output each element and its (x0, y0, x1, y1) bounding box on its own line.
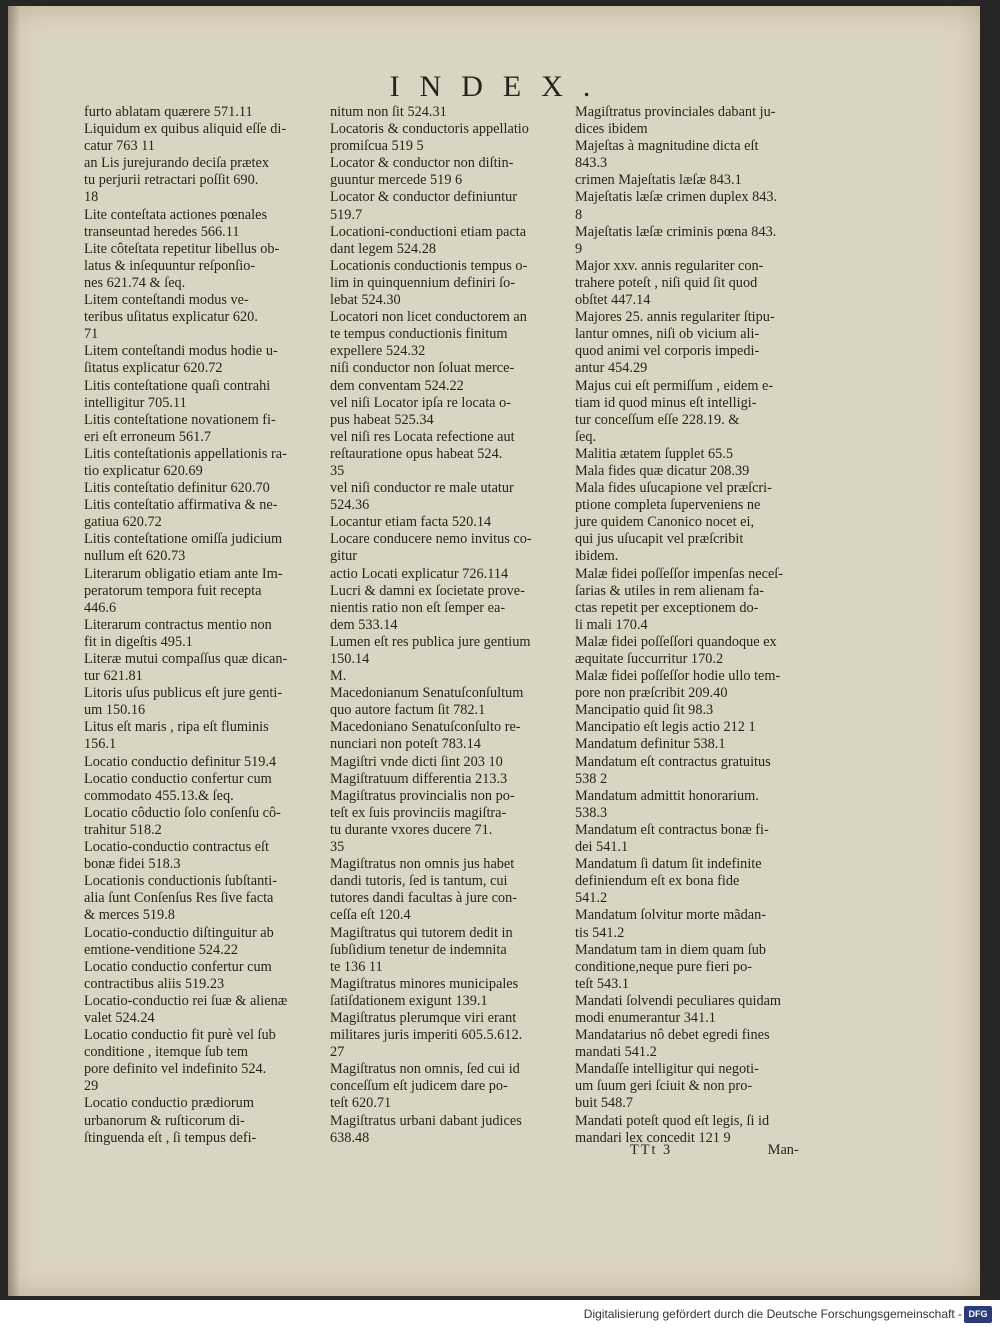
index-line: Locationis conductionis tempus o- (330, 257, 528, 274)
index-line: tur 621.81 (84, 668, 143, 685)
index-line: nitum non ſit 524.31 (330, 104, 447, 120)
index-line: Litem conteſtandi modus ve- (84, 292, 249, 309)
index-line: dem 533.14 (330, 616, 398, 633)
index-line: 524.36 (330, 497, 370, 514)
index-line: Mandatum ſolvitur morte mãdan- (575, 907, 766, 924)
index-line: Majeſtatis læſæ crimen duplex 843. (575, 189, 778, 206)
index-line: 538.3 (575, 804, 608, 821)
index-line: definiendum eſt ex bona fide (575, 873, 740, 890)
index-line: gitur (330, 548, 358, 565)
index-line: Mandatum eſt contractus gratuitus (575, 753, 771, 770)
index-line: Lucri & damni ex ſocietate prove- (330, 582, 525, 599)
index-line: Literarum obligatio etiam ante Im- (84, 565, 283, 582)
index-line: 519.7 (330, 206, 363, 223)
index-line: vel niſi conductor re male utatur (330, 480, 514, 497)
index-line: Locatoris & conductoris appellatio (330, 121, 529, 138)
index-line: catur 763 11 (84, 138, 155, 155)
index-line: 150.14 (330, 651, 370, 667)
index-line: Locatio-conductio diſtinguitur ab (84, 924, 274, 941)
index-line: Literæ mutui compaſſus quæ dican- (84, 651, 288, 667)
index-line: conditione,neque pure fieri po- (575, 958, 753, 975)
index-line: intelligitur 705.11 (84, 394, 187, 411)
catchword: Man- (767, 1142, 799, 1158)
index-line: dant legem 524.28 (330, 240, 437, 257)
index-line: transeuntad heredes 566.11 (84, 223, 240, 240)
index-line: tu perjurii retractari poſſit 690. (84, 172, 259, 189)
index-line: nientis ratio non eſt ſemper ea- (330, 599, 506, 616)
index-line: Malæ fidei poſſeſſor impenſas neceſ- (575, 565, 784, 582)
index-line: eri eſt erroneum 561.7 (84, 428, 212, 445)
index-line: expellere 524.32 (330, 343, 426, 360)
index-line: Litis conteſtatione novationem fi- (84, 411, 276, 428)
index-line: alia ſunt Conſenſus Res ſive facta (84, 890, 274, 907)
index-line: valet 524.24 (84, 1009, 155, 1026)
index-line: nullum eſt 620.73 (84, 548, 186, 565)
index-line: 9 (575, 240, 583, 257)
index-line: Magiſtratus plerumque viri erant (330, 1009, 517, 1026)
index-line: tio explicatur 620.69 (84, 462, 203, 479)
index-line: 538 2 (575, 770, 608, 787)
index-line: Mandati ſolvendi peculiares quidam (575, 992, 782, 1009)
index-line: quo autore factum ſit 782.1 (330, 702, 486, 719)
index-line: quod animi vel corporis impedi- (575, 343, 760, 360)
index-line: ctas repetit per exceptionem do- (575, 599, 759, 616)
index-line: trahitur 518.2 (84, 821, 162, 838)
index-line: furto ablatam quærere 571.11 (84, 104, 253, 120)
index-line: Literarum contractus mentio non (84, 616, 272, 633)
index-line: ſubſidium tenetur de indemnita (330, 941, 507, 958)
index-line: Magiſtratus non omnis, ſed cui id (330, 1061, 520, 1078)
index-line: dei 541.1 (575, 839, 629, 856)
index-line: lebat 524.30 (330, 292, 401, 309)
index-line: Mancipatio quid ſit 98.3 (575, 702, 714, 719)
signature-mark: TTt 3 (630, 1142, 673, 1158)
index-line: Malæ fidei poſſeſſori quandoque ex (575, 633, 777, 650)
index-line: Majus cui eſt permiſſum , eidem e- (575, 377, 774, 394)
index-line: Litis conteſtatione quaſi contrahi (84, 377, 271, 394)
index-line: Locator & conductor non diſtin- (330, 155, 514, 172)
index-line: antur 454.29 (575, 360, 648, 377)
index-line: ibidem. (575, 548, 619, 565)
index-line: buit 548.7 (575, 1095, 633, 1112)
index-line: crimen Majeſtatis læſæ 843.1 (575, 172, 742, 189)
index-line: teribus uſitatus explicatur 620. (84, 309, 258, 326)
index-line: te tempus conductionis finitum (330, 326, 508, 343)
index-column-1 (84, 104, 324, 1147)
index-line: bonæ fidei 518.3 (84, 856, 181, 873)
index-line: urbanorum & ruſticorum di- (84, 1112, 245, 1129)
index-line: pore non præſcribit 209.40 (575, 685, 728, 702)
index-line: Magiſtratus non omnis jus habet (330, 856, 515, 873)
index-line: æquitate ſuccurritur 170.2 (575, 651, 724, 667)
index-line: teſt 620.71 (330, 1095, 392, 1112)
index-line: Magiſtratuum differentia 213.3 (330, 770, 508, 787)
index-line: Locationis conductionis ſubſtanti- (84, 873, 277, 890)
index-line: promiſcua 519 5 (330, 138, 424, 155)
index-line: Major xxv. annis regulariter con- (575, 257, 764, 274)
index-line: Mandatarius nô debet egredi fines (575, 1027, 770, 1044)
index-line: 35 (330, 462, 345, 479)
index-line: Mandati poteſt quod eſt legis, ſi id (575, 1112, 770, 1129)
index-line: Locatio conductio fit purè vel ſub (84, 1027, 276, 1044)
index-line: commodato 455.13.& ſeq. (84, 787, 234, 804)
index-line: Mala fides quæ dicatur 208.39 (575, 462, 750, 479)
index-line: 638.48 (330, 1129, 370, 1146)
page-catchline (630, 1142, 799, 1159)
index-line: Majeſtas à magnitudine dicta eſt (575, 138, 759, 155)
index-line: Locatio-conductio contractus eſt (84, 839, 269, 856)
index-line: trahere poteſt , niſi quid ſit quod (575, 274, 758, 291)
index-line: latus & inſequuntur reſponſio- (84, 257, 256, 274)
index-line: ſeq. (575, 428, 597, 445)
index-line: conditione , itemque ſub tem (84, 1044, 248, 1061)
index-line: Locare conducere nemo invitus co- (330, 531, 532, 548)
index-line: ſtinguenda eſt , ſi tempus defi- (84, 1129, 257, 1146)
index-line: um 150.16 (84, 702, 146, 719)
page-gutter-shadow (8, 6, 20, 1296)
index-line: Lite conteſtata actiones pœnales (84, 206, 268, 223)
index-line: ſarias & utiles in rem alienam fa- (575, 582, 764, 599)
index-line: reſtauratione opus habeat 524. (330, 445, 503, 462)
index-line: Malæ fidei poſſeſſor hodie ullo tem- (575, 668, 781, 685)
index-line: & merces 519.8 (84, 907, 175, 924)
index-line: actio Locati explicatur 726.114 (330, 565, 509, 582)
index-line: Mandatum ſi datum ſit indefinite (575, 856, 762, 873)
index-line: dandi tutoris, ſed is tantum, cui (330, 873, 508, 890)
index-line: Lumen eſt res publica jure gentium (330, 633, 531, 650)
index-line: Locantur etiam facta 520.14 (330, 514, 492, 531)
index-line: Magiſtratus provincialis non po- (330, 787, 515, 804)
index-line: mandati 541.2 (575, 1044, 657, 1061)
index-line: Magiſtratus minores municipales (330, 975, 519, 992)
index-line: Locatio-conductio rei ſuæ & alienæ (84, 992, 288, 1009)
index-line: peratorum tempora fuit recepta (84, 582, 262, 599)
index-line: dices ibidem (575, 121, 648, 138)
index-line: 446.6 (84, 599, 117, 616)
index-line: 18 (84, 189, 99, 206)
index-line: tur conceſſum eſſe 228.19. & (575, 411, 740, 428)
index-line: an Lis jurejurando deciſa prætex (84, 155, 270, 172)
digitization-footer (0, 1300, 1000, 1327)
index-line: 156.1 (84, 736, 117, 753)
index-line: M. (330, 668, 347, 685)
funding-credit: Digitalisierung gefördert durch die Deutsche Forschungsgemeinschaft - (583, 1307, 962, 1321)
index-column-2 (330, 104, 570, 1147)
index-line: Lite côteſtata repetitur libellus ob- (84, 240, 280, 257)
index-line: Mala fides uſucapione vel præſcri- (575, 480, 772, 497)
index-line: teſt 543.1 (575, 975, 630, 992)
index-line: Mandatum eſt contractus bonæ fi- (575, 821, 769, 838)
index-line: Litoris uſus publicus eſt jure genti- (84, 685, 283, 702)
index-line: ſatiſdationem exigunt 139.1 (330, 992, 488, 1009)
index-line: emtione-venditione 524.22 (84, 941, 239, 958)
index-line: vel niſi Locator ipſa re locata o- (330, 394, 512, 411)
index-line: 843.3 (575, 155, 608, 172)
index-line: Locatori non licet conductorem an (330, 309, 527, 326)
index-line: jure quidem Canonico nocet ei, (575, 514, 755, 531)
index-line: pore definito vel indefinito 524. (84, 1061, 267, 1078)
index-line: obſtet 447.14 (575, 292, 651, 309)
index-line: Magiſtri vnde dicti ſint 203 10 (330, 753, 503, 770)
page-heading: INDEX. (389, 70, 611, 103)
index-line: lim in quinquennium definiri ſo- (330, 274, 516, 291)
index-line: Mandatum admittit honorarium. (575, 787, 759, 804)
index-line: Litis conteſtatione omiſſa judicium (84, 531, 283, 548)
index-line: Mancipatio eſt legis actio 212 1 (575, 719, 756, 736)
index-line: Mandatum tam in diem quam ſub (575, 941, 766, 958)
index-line: Liquidum ex quibus aliquid eſſe di- (84, 121, 287, 138)
index-line: Macedoniano Senatuſconſulto re- (330, 719, 521, 736)
index-line: 71 (84, 326, 99, 343)
index-line: Mandaſſe intelligitur qui negoti- (575, 1061, 759, 1078)
index-line: Litis conteſtatio definitur 620.70 (84, 480, 270, 497)
index-line: militares juris imperiti 605.5.612. (330, 1027, 523, 1044)
index-line: gatiua 620.72 (84, 514, 162, 531)
index-line: ceſſa eſt 120.4 (330, 907, 411, 924)
index-line: Locationi-conductioni etiam pacta (330, 223, 527, 240)
index-line: dem conventam 524.22 (330, 377, 464, 394)
index-line: Locatio côductio ſolo conſenſu cô- (84, 804, 281, 821)
index-line: 35 (330, 839, 345, 856)
index-line: mandari lex concedit 121 9 (575, 1129, 731, 1146)
index-line: qui jus uſucapit vel præſcribit (575, 531, 744, 548)
index-line: Locatio conductio prædiorum (84, 1095, 254, 1112)
index-line: niſi conductor non ſoluat merce- (330, 360, 515, 377)
index-line: Malitia ætatem ſupplet 65.5 (575, 445, 734, 462)
index-line: um ſuum geri ſciuit & non pro- (575, 1078, 753, 1095)
index-line: Litus eſt maris , ripa eſt fluminis (84, 719, 269, 736)
index-line: Magiſtratus provinciales dabant ju- (575, 104, 776, 120)
index-line: Majores 25. annis regulariter ſtipu- (575, 309, 775, 326)
dfg-logo-icon: DFG (964, 1306, 992, 1323)
index-line: Locatio conductio confertur cum (84, 770, 272, 787)
index-line: pus habeat 525.34 (330, 411, 434, 428)
index-line: teſt ex ſuis provinciis magiſtra- (330, 804, 507, 821)
index-line: Magiſtratus qui tutorem dedit in (330, 924, 513, 941)
index-line: Magiſtratus urbani dabant judices (330, 1112, 522, 1129)
index-line: li mali 170.4 (575, 616, 648, 633)
index-line: fit in digeſtis 495.1 (84, 633, 193, 650)
index-line: nes 621.74 & ſeq. (84, 274, 186, 291)
index-line: contractibus aliis 519.23 (84, 975, 225, 992)
index-line: te 136 11 (330, 958, 383, 975)
index-line: Litis conteſtationis appellationis ra- (84, 445, 287, 462)
index-line: guuntur mercede 519 6 (330, 172, 463, 189)
index-line: tutores dandi facultas à jure con- (330, 890, 517, 907)
index-column-3 (575, 104, 815, 1147)
index-line: ſitatus explicatur 620.72 (84, 360, 223, 377)
index-line: 541.2 (575, 890, 608, 907)
index-line: tis 541.2 (575, 924, 625, 941)
index-line: ptione completa ſuperveniens ne (575, 497, 761, 514)
index-line: lantur omnes, niſi ob vicium ali- (575, 326, 760, 343)
index-line: tu durante vxores ducere 71. (330, 821, 493, 838)
index-line: nunciari non poteſt 783.14 (330, 736, 481, 753)
index-line: 8 (575, 206, 583, 223)
index-line: Litis conteſtatio affirmativa & ne- (84, 497, 278, 514)
index-line: 29 (84, 1078, 99, 1095)
index-line: tiam id quod minus eſt intelligi- (575, 394, 757, 411)
index-line: Majeſtatis læſæ criminis pœna 843. (575, 223, 777, 240)
index-line: Locatio conductio confertur cum (84, 958, 272, 975)
index-line: vel niſi res Locata refectione aut (330, 428, 515, 445)
index-line: 27 (330, 1044, 345, 1061)
index-line: Mandatum definitur 538.1 (575, 736, 726, 753)
index-line: Litem conteſtandi modus hodie u- (84, 343, 278, 360)
index-line: conceſſum eſt judicem dare po- (330, 1078, 508, 1095)
index-line: Macedonianum Senatuſconſultum (330, 685, 524, 702)
index-line: Locatio conductio definitur 519.4 (84, 753, 277, 770)
index-line: Locator & conductor definiuntur (330, 189, 517, 206)
index-line: modi enumerantur 341.1 (575, 1009, 716, 1026)
